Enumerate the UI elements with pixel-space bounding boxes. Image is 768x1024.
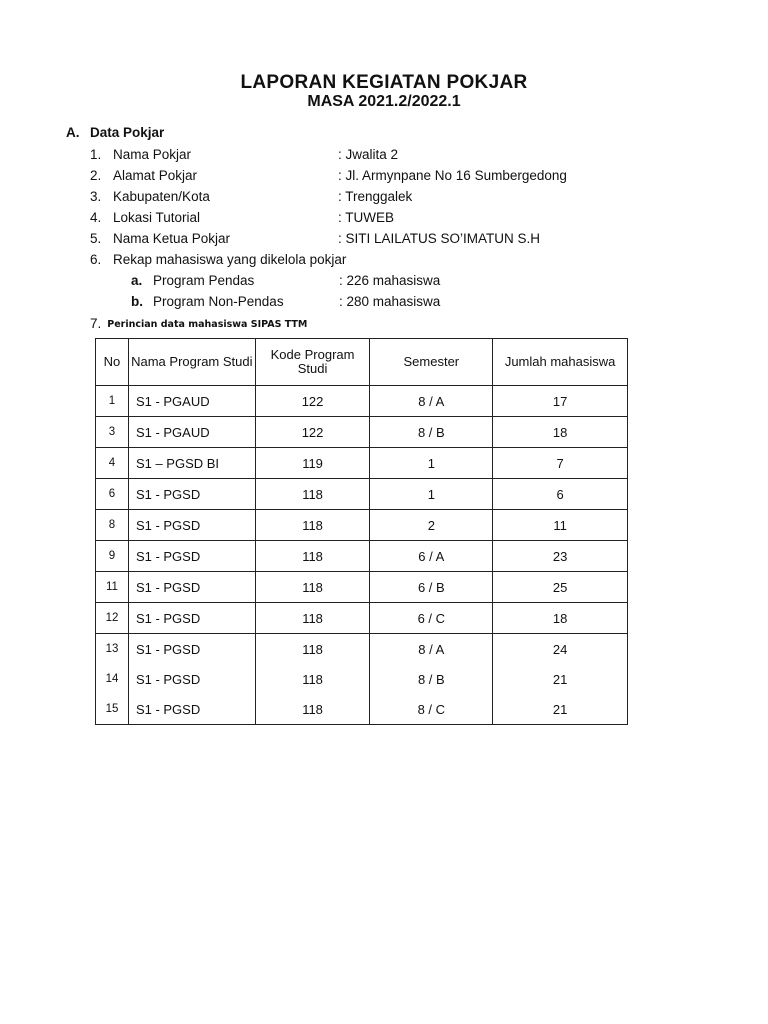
field-label: Nama Ketua Pokjar	[113, 231, 231, 246]
cell-no: 4	[96, 448, 129, 479]
cell-program-studi: S1 – PGSD BI	[128, 448, 255, 479]
header-no: No	[96, 339, 129, 386]
cell-semester: 2	[370, 510, 493, 541]
field-number: 3.	[90, 189, 102, 204]
cell-semester: 8 / C	[370, 694, 493, 725]
field-number: 2.	[90, 168, 102, 183]
recap-value: : 226 mahasiswa	[339, 273, 441, 288]
field-label: Rekap mahasiswa yang dikelola pokjar	[113, 252, 347, 267]
cell-program-studi: S1 - PGSD	[128, 479, 255, 510]
field-label: Nama Pokjar	[113, 147, 192, 162]
cell-no: 11	[96, 572, 129, 603]
table-row	[96, 603, 628, 634]
cell-program-studi: S1 - PGSD	[128, 694, 255, 725]
cell-jumlah: 6	[493, 479, 628, 510]
cell-kode: 118	[255, 572, 370, 603]
table-row	[96, 386, 628, 417]
cell-no: 9	[96, 541, 129, 572]
cell-semester: 6 / C	[370, 603, 493, 634]
cell-semester: 8 / B	[370, 664, 493, 694]
recap-value: : 280 mahasiswa	[339, 294, 441, 309]
field-value: : TUWEB	[338, 210, 395, 225]
cell-kode: 118	[255, 634, 370, 665]
field-number: 7.	[90, 316, 102, 331]
document-subtitle: MASA 2021.2/2022.1	[307, 93, 461, 110]
cell-jumlah: 23	[493, 541, 628, 572]
cell-jumlah: 21	[493, 664, 628, 694]
field-value: : SITI LAILATUS SO’IMATUN S.H	[338, 231, 541, 246]
field-label: Kabupaten/Kota	[113, 189, 210, 204]
cell-semester: 8 / A	[370, 386, 493, 417]
cell-semester: 8 / A	[370, 634, 493, 665]
cell-jumlah: 7	[493, 448, 628, 479]
field-value: : Jl. Armynpane No 16 Sumbergedong	[338, 168, 567, 183]
cell-no: 13	[96, 634, 129, 665]
cell-no: 12	[96, 603, 129, 634]
field-value: : Trenggalek	[338, 189, 413, 204]
recap-label: Program Non-Pendas	[153, 294, 284, 309]
header-semester: Semester	[370, 339, 493, 386]
cell-program-studi: S1 - PGSD	[128, 634, 255, 665]
cell-jumlah: 11	[493, 510, 628, 541]
field-number: 1.	[90, 147, 102, 162]
student-data-table	[95, 338, 628, 725]
header-kode-program-studi: Kode Program Studi	[255, 339, 370, 386]
recap-letter: a.	[131, 273, 143, 288]
header-nama-program-studi: Nama Program Studi	[128, 339, 255, 386]
cell-program-studi: S1 - PGAUD	[128, 417, 255, 448]
cell-jumlah: 24	[493, 634, 628, 665]
field-number: 5.	[90, 231, 102, 246]
cell-program-studi: S1 - PGSD	[128, 664, 255, 694]
cell-jumlah: 25	[493, 572, 628, 603]
document-title: LAPORAN KEGIATAN POKJAR	[240, 72, 528, 93]
cell-kode: 122	[255, 386, 370, 417]
cell-kode: 118	[255, 541, 370, 572]
table-row	[96, 417, 628, 448]
cell-program-studi: S1 - PGSD	[128, 603, 255, 634]
cell-kode: 119	[255, 448, 370, 479]
cell-no: 3	[96, 417, 129, 448]
table-row	[96, 510, 628, 541]
cell-program-studi: S1 - PGSD	[128, 541, 255, 572]
section-label: Data Pokjar	[90, 125, 165, 140]
table-header-row	[96, 339, 628, 386]
cell-kode: 118	[255, 664, 370, 694]
cell-no: 8	[96, 510, 129, 541]
cell-kode: 118	[255, 694, 370, 725]
cell-program-studi: S1 - PGAUD	[128, 386, 255, 417]
field-label: Alamat Pokjar	[113, 168, 198, 183]
cell-program-studi: S1 - PGSD	[128, 510, 255, 541]
header-jumlah-mahasiswa: Jumlah mahasiswa	[493, 339, 628, 386]
cell-program-studi: S1 - PGSD	[128, 572, 255, 603]
cell-no: 1	[96, 386, 129, 417]
cell-kode: 122	[255, 417, 370, 448]
cell-kode: 118	[255, 510, 370, 541]
cell-jumlah: 18	[493, 417, 628, 448]
cell-semester: 1	[370, 448, 493, 479]
section-number: A.	[66, 125, 80, 140]
table-row	[96, 479, 628, 510]
table-row	[96, 664, 628, 694]
cell-jumlah: 17	[493, 386, 628, 417]
cell-no: 14	[96, 664, 129, 694]
field-number: 6.	[90, 252, 102, 267]
table-row	[96, 634, 628, 665]
cell-semester: 1	[370, 479, 493, 510]
cell-semester: 8 / B	[370, 417, 493, 448]
cell-no: 15	[96, 694, 129, 725]
table-row	[96, 694, 628, 725]
field-perincian	[90, 315, 307, 333]
field-number: 4.	[90, 210, 102, 225]
field-label: Perincian data mahasiswa SIPAS TTM	[107, 319, 308, 330]
cell-kode: 118	[255, 479, 370, 510]
field-value: : Jwalita 2	[338, 147, 399, 162]
cell-kode: 118	[255, 603, 370, 634]
section-heading	[66, 125, 164, 140]
cell-no: 6	[96, 479, 129, 510]
cell-jumlah: 18	[493, 603, 628, 634]
recap-letter: b.	[131, 294, 143, 309]
table-row	[96, 448, 628, 479]
recap-label: Program Pendas	[153, 273, 255, 288]
field-label: Lokasi Tutorial	[113, 210, 201, 225]
table-row	[96, 572, 628, 603]
cell-jumlah: 21	[493, 694, 628, 725]
cell-semester: 6 / B	[370, 572, 493, 603]
table-row	[96, 541, 628, 572]
cell-semester: 6 / A	[370, 541, 493, 572]
